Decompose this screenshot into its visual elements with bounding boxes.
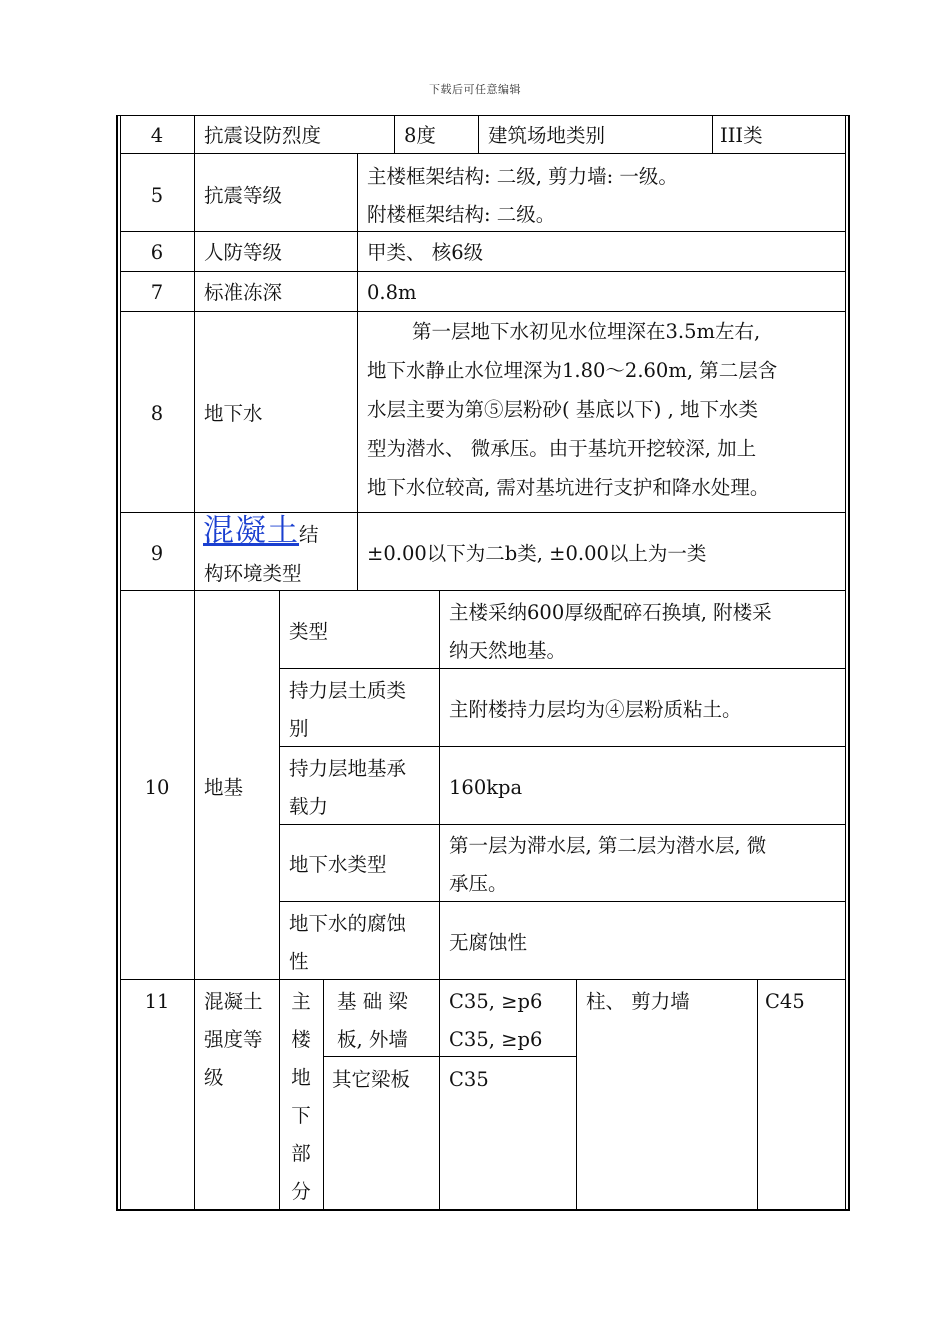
sub-label: 类型 xyxy=(289,620,329,643)
sub-value: 主附楼持力层均为④层粉质粘土。 xyxy=(449,698,742,721)
row-number: 5 xyxy=(150,184,164,207)
col-divider xyxy=(439,590,440,1211)
sub-value: 承压。 xyxy=(449,872,508,895)
sub-label: 基 础 梁 xyxy=(337,990,408,1013)
table-border xyxy=(848,115,850,1211)
row-divider xyxy=(279,824,846,825)
sub-label: 持力层土质类 xyxy=(289,679,407,702)
item-label: 强度等 xyxy=(204,1028,263,1051)
row-divider xyxy=(279,746,846,747)
table-border xyxy=(116,115,850,116)
sub-value: C35 xyxy=(449,1068,489,1091)
sub-value: 主楼采纳600厚级配碎石换填, 附楼采 xyxy=(449,601,772,624)
item-label: 人防等级 xyxy=(204,241,283,264)
item-label: 抗震设防烈度 xyxy=(204,124,322,147)
sub-label: 持力层地基承 xyxy=(289,757,407,780)
sub-value: C35, ≥p6 xyxy=(449,1028,543,1051)
item-value: ±0.00以下为二b类, ±0.00以上为一类 xyxy=(367,542,707,565)
row-number: 10 xyxy=(144,776,170,799)
row-number: 7 xyxy=(150,281,164,304)
item-value: III类 xyxy=(720,124,763,147)
page-header: 下载后可任意编辑 xyxy=(429,83,521,96)
item-value: 水层主要为第⑤层粉砂( 基底以下) , 地下水类 xyxy=(367,398,759,421)
row-number: 8 xyxy=(150,402,164,425)
item-value: 0.8m xyxy=(367,281,417,304)
col-divider xyxy=(323,979,324,1211)
row-divider xyxy=(279,901,846,902)
sub-value: 160kpa xyxy=(449,776,523,799)
vertical-char: 分 xyxy=(291,1180,311,1203)
sub-value: 纳天然地基。 xyxy=(449,639,567,662)
table-border xyxy=(116,115,118,1211)
table-border xyxy=(845,115,846,1211)
item-value: 附楼框架结构: 二级。 xyxy=(367,203,556,226)
row-number: 9 xyxy=(150,542,164,565)
item-label: 抗震等级 xyxy=(204,184,283,207)
col-divider xyxy=(478,115,479,153)
sub-value: C45 xyxy=(765,990,805,1013)
item-value: 甲类、 核6级 xyxy=(367,241,484,264)
sub-value: 无腐蚀性 xyxy=(449,931,528,954)
col-divider xyxy=(394,115,395,153)
sub-label: 性 xyxy=(289,950,309,973)
sub-label: 地下水的腐蚀 xyxy=(289,912,407,935)
item-label xyxy=(203,512,319,554)
row-number: 6 xyxy=(150,241,164,264)
item-value: 地下水静止水位埋深为1.80～2.60m, 第二层含 xyxy=(367,359,778,382)
row-divider xyxy=(120,979,846,980)
sub-label: 板, 外墙 xyxy=(337,1028,408,1051)
col-divider xyxy=(576,979,577,1211)
row-number: 11 xyxy=(144,990,170,1013)
item-value: 主楼框架结构: 二级, 剪力墙: 一级。 xyxy=(367,165,678,188)
item-label: 级 xyxy=(204,1066,224,1089)
col-divider xyxy=(194,115,195,1211)
table-border xyxy=(116,1209,850,1211)
item-label: 构环境类型 xyxy=(204,562,302,585)
col-divider xyxy=(757,979,758,1211)
vertical-char: 楼 xyxy=(291,1028,311,1051)
vertical-char: 下 xyxy=(291,1104,311,1127)
item-value: 8度 xyxy=(404,124,436,147)
sub-label: 其它梁板 xyxy=(332,1068,411,1091)
vertical-char: 主 xyxy=(291,990,311,1013)
item-label-part: 结 xyxy=(299,523,319,546)
vertical-label xyxy=(279,983,323,1211)
sub-value: 第一层为滞水层, 第二层为潜水层, 微 xyxy=(449,834,767,857)
item-label: 混凝土 xyxy=(204,990,263,1013)
item-label: 标准冻深 xyxy=(204,281,283,304)
item-label: 建筑场地类别 xyxy=(488,124,606,147)
sub-label: 别 xyxy=(289,717,309,740)
sub-label: 柱、 剪力墙 xyxy=(586,990,690,1013)
row-number: 4 xyxy=(150,124,164,147)
vertical-char: 地 xyxy=(291,1066,311,1089)
sub-label: 载力 xyxy=(289,795,329,818)
sub-label: 地下水类型 xyxy=(289,853,387,876)
col-divider xyxy=(357,153,358,590)
col-divider xyxy=(712,115,713,153)
item-label: 地基 xyxy=(204,776,244,799)
item-label: 地下水 xyxy=(204,402,263,425)
vertical-char: 部 xyxy=(291,1142,311,1165)
item-value: 地下水位较高, 需对基坑进行支护和降水处理。 xyxy=(367,476,770,499)
sub-value: C35, ≥p6 xyxy=(449,990,543,1013)
concrete-link[interactable]: 混凝土 xyxy=(203,513,299,549)
item-value: 第一层地下水初见水位埋深在3.5m左右, xyxy=(412,320,761,343)
item-value: 型为潜水、 微承压。由于基坑开挖较深, 加上 xyxy=(367,437,757,460)
